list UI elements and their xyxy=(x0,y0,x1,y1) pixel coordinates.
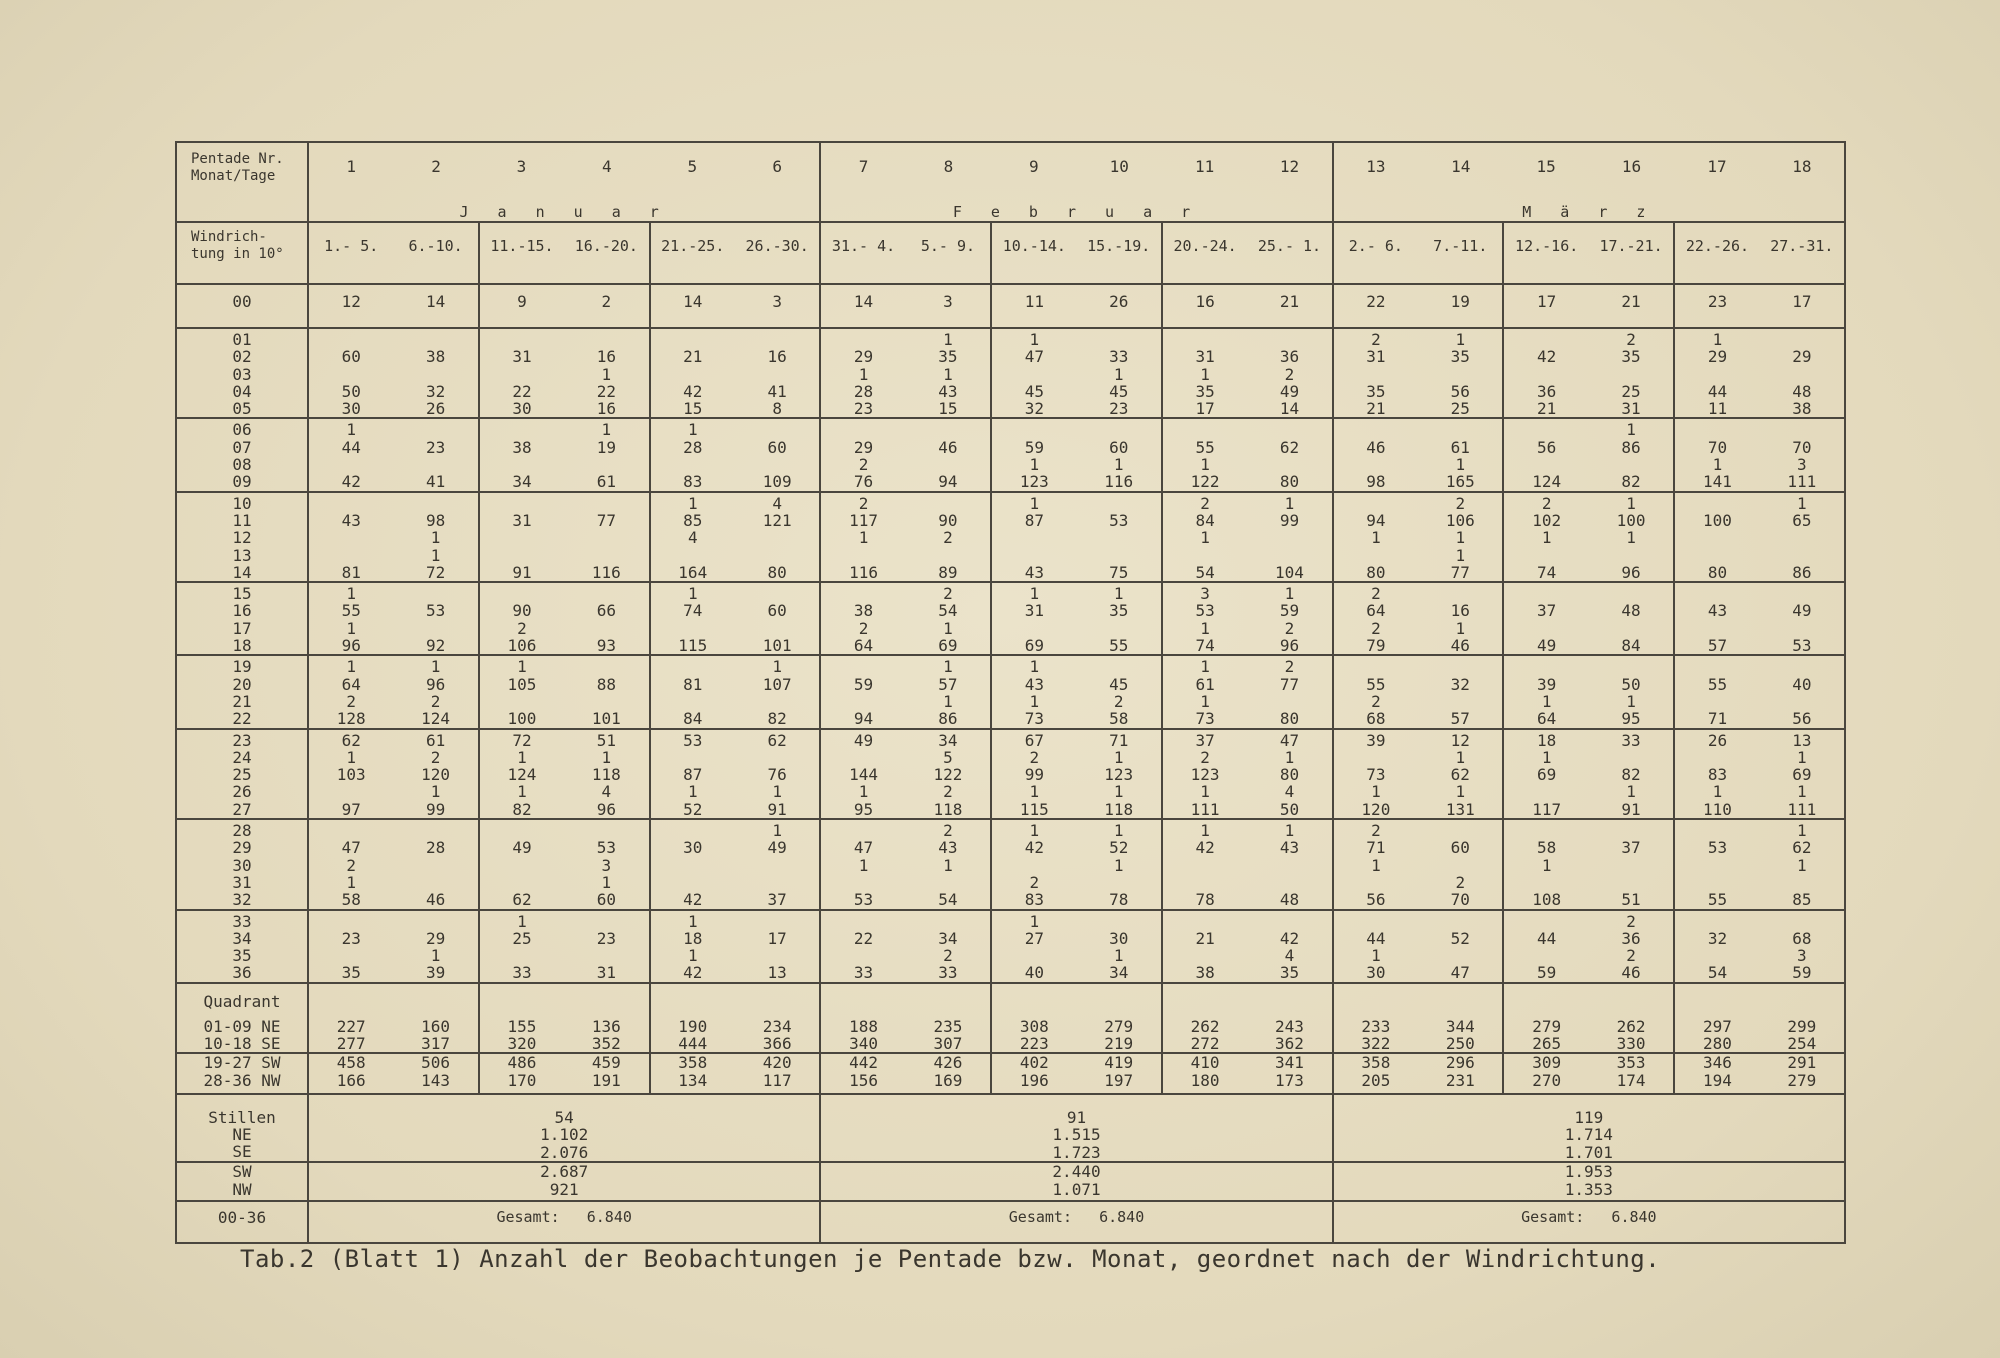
cell-group: 2 117 1 116 xyxy=(820,492,905,582)
quadrant-cell: 296 231 xyxy=(1418,1053,1503,1094)
total-cell: Gesamt: 6.840 xyxy=(820,1201,1332,1243)
quadrant-cell: 341 173 xyxy=(1247,1053,1332,1094)
cell-group: 1 47 45 32 xyxy=(991,328,1076,418)
quadrant-cell: 262 272 xyxy=(1162,1018,1247,1054)
cell-group: 43 81 xyxy=(308,492,393,582)
cell-group: 23 31 xyxy=(564,910,649,983)
cell-group: 1 31 69 xyxy=(991,582,1076,655)
direction-labels: 19 20 21 22 xyxy=(176,655,308,728)
cell-group: 72 1 124 1 82 xyxy=(479,729,564,819)
cell-group: 38 34 xyxy=(479,418,564,491)
cell-00: 14 xyxy=(650,284,735,328)
quadrant-cell: 188 340 xyxy=(820,1018,905,1054)
cell-00: 21 xyxy=(1589,284,1674,328)
quadrant-cell: 426 169 xyxy=(906,1053,991,1094)
cell-group: 100 80 xyxy=(1674,492,1759,582)
cell-00: 16 xyxy=(1162,284,1247,328)
cell-group: 1 65 86 xyxy=(1760,492,1845,582)
cell-group: 90 2 106 xyxy=(479,582,564,655)
direction-labels: 28 29 30 31 32 xyxy=(176,819,308,909)
cell-group: 1 85 4 164 xyxy=(650,492,735,582)
cell-group: 61 1 165 xyxy=(1418,418,1503,491)
cell-group: 17 13 xyxy=(735,910,820,983)
total-cell: Gesamt: 6.840 xyxy=(1333,1201,1845,1243)
cell-00: 17 xyxy=(1503,284,1588,328)
cell-group: 12 1 62 1 131 xyxy=(1418,729,1503,819)
cell-group: 42 4 35 xyxy=(1247,910,1332,983)
cell-group: 2 43 1 54 xyxy=(906,819,991,909)
cell-group: 1 61 1 73 xyxy=(1162,655,1247,728)
cell-group: 36 2 49 14 xyxy=(1247,328,1332,418)
quadrant-cell: 279 219 xyxy=(1077,1018,1162,1054)
pentade-dates: 26.-30. xyxy=(735,222,820,284)
quadrant-cell: 486 170 xyxy=(479,1053,564,1094)
cell-group: 30 1 34 xyxy=(1077,910,1162,983)
quadrant-cell: 420 117 xyxy=(735,1053,820,1094)
cell-group: 16 1 46 xyxy=(1418,582,1503,655)
pentade-number: 10 xyxy=(1077,142,1162,203)
cell-group: 42 36 21 xyxy=(1503,328,1588,418)
pentade-number: 2 xyxy=(393,142,478,203)
cell-group: 51 1 118 4 96 xyxy=(564,729,649,819)
cell-00: 19 xyxy=(1418,284,1503,328)
cell-00: 21 xyxy=(1247,284,1332,328)
total-cell: Gesamt: 6.840 xyxy=(308,1201,820,1243)
cell-group: 16 41 8 xyxy=(735,328,820,418)
cell-group: 30 42 xyxy=(650,819,735,909)
cell-00: 14 xyxy=(820,284,905,328)
cell-group: 60 109 xyxy=(735,418,820,491)
cell-group: 21 42 15 xyxy=(650,328,735,418)
cell-group: 1 25 33 xyxy=(479,910,564,983)
cell-group: 59 1 123 xyxy=(991,418,1076,491)
cell-group: 1 27 40 xyxy=(991,910,1076,983)
cell-group: 53 92 xyxy=(393,582,478,655)
cell-group: 49 144 1 95 xyxy=(820,729,905,819)
cell-group: 98 1 1 72 xyxy=(393,492,478,582)
cell-00: 3 xyxy=(735,284,820,328)
cell-group: 1 64 2 128 xyxy=(308,655,393,728)
cell-group: 46 94 xyxy=(906,418,991,491)
cell-group: 32 54 xyxy=(1674,910,1759,983)
cell-group: 1 19 61 xyxy=(564,418,649,491)
cell-group: 2 77 80 xyxy=(1247,655,1332,728)
pentade-number: 3 xyxy=(479,142,564,203)
cell-group: 1 35 1 43 15 xyxy=(906,328,991,418)
cell-00: 26 xyxy=(1077,284,1162,328)
quadrant-cell: 190 444 xyxy=(650,1018,735,1054)
quadrant-cell: 353 174 xyxy=(1589,1053,1674,1094)
pentade-number: 12 xyxy=(1247,142,1332,203)
cell-group: 1 43 48 xyxy=(1247,819,1332,909)
quadrant-cell: 344 250 xyxy=(1418,1018,1503,1054)
quadrant-cell: 243 362 xyxy=(1247,1018,1332,1054)
cell-group: 2 35 25 31 xyxy=(1589,328,1674,418)
quadrant-cell: 346 194 xyxy=(1674,1053,1759,1094)
cell-group: 16 1 22 16 xyxy=(564,328,649,418)
pentade-dates: 16.-20. xyxy=(564,222,649,284)
cell-group: 34 2 33 xyxy=(906,910,991,983)
cell-group: 13 1 69 1 111 xyxy=(1760,729,1845,819)
cell-group: 1 18 1 42 xyxy=(650,910,735,983)
direction-labels: 23 24 25 26 27 xyxy=(176,729,308,819)
cell-group: 55 2 68 xyxy=(1333,655,1418,728)
total-label: 00-36 xyxy=(176,1201,308,1243)
cell-00: 22 xyxy=(1333,284,1418,328)
cell-group: 31 91 xyxy=(479,492,564,582)
monthly-cell: 2.440 1.071 xyxy=(820,1162,1332,1201)
quadrant-cell: 419 197 xyxy=(1077,1053,1162,1094)
pentade-dates: 27.-31. xyxy=(1760,222,1845,284)
pentade-number: 6 xyxy=(735,142,820,203)
cell-group: 32 57 xyxy=(1418,655,1503,728)
monthly-cell: 119 1.714 1.701 xyxy=(1333,1109,1845,1163)
cell-00: 12 xyxy=(308,284,393,328)
cell-group: 50 1 95 xyxy=(1589,655,1674,728)
pentade-dates: 2.- 6. xyxy=(1333,222,1418,284)
pentade-dates: 31.- 4. xyxy=(820,222,905,284)
quadrant-cell: 227 277 xyxy=(308,1018,393,1054)
cell-group: 62 76 1 91 xyxy=(735,729,820,819)
cell-00: 2 xyxy=(564,284,649,328)
cell-group: 29 1 39 xyxy=(393,910,478,983)
cell-group: 2 54 1 69 xyxy=(906,582,991,655)
cell-00: 9 xyxy=(479,284,564,328)
cell-group: 22 33 xyxy=(820,910,905,983)
pentade-dates: 11.-15. xyxy=(479,222,564,284)
cell-group: 4 121 80 xyxy=(735,492,820,582)
cell-group: 1 96 2 124 xyxy=(393,655,478,728)
pentade-dates: 12.-16. xyxy=(1503,222,1588,284)
cell-group: 1 62 1 85 xyxy=(1760,819,1845,909)
pentade-number: 18 xyxy=(1760,142,1845,203)
cell-group: 34 5 122 2 118 xyxy=(906,729,991,819)
cell-group: 2 31 35 21 xyxy=(1333,328,1418,418)
cell-group: 39 1 64 xyxy=(1503,655,1588,728)
cell-group: 55 1 122 xyxy=(1162,418,1247,491)
cell-group: 39 73 1 120 xyxy=(1333,729,1418,819)
cell-group: 53 55 xyxy=(1674,819,1759,909)
quadrant-cell: 402 196 xyxy=(991,1053,1076,1094)
quadrant-title: Quadrant xyxy=(176,983,308,1018)
cell-group: 29 1 28 23 xyxy=(820,328,905,418)
cell-group: 53 87 1 52 xyxy=(650,729,735,819)
cell-group: 2 64 2 79 xyxy=(1333,582,1418,655)
quadrant-cell: 262 330 xyxy=(1589,1018,1674,1054)
cell-group: 1 42 2 83 xyxy=(991,819,1076,909)
cell-group: 52 47 xyxy=(1418,910,1503,983)
direction-labels: 06 07 08 09 xyxy=(176,418,308,491)
cell-group: 49 62 xyxy=(479,819,564,909)
cell-group: 94 1 80 xyxy=(1333,492,1418,582)
cell-group: 2 102 1 74 xyxy=(1503,492,1588,582)
cell-group: 38 32 26 xyxy=(393,328,478,418)
cell-group: 90 2 89 xyxy=(906,492,991,582)
pentade-number: 13 xyxy=(1333,142,1418,203)
cell-group: 70 3 111 xyxy=(1760,418,1845,491)
quadrant-cell: 442 156 xyxy=(820,1053,905,1094)
quadrant-cell: 160 317 xyxy=(393,1018,478,1054)
cell-group: 37 49 xyxy=(1503,582,1588,655)
cell-group: 33 1 45 23 xyxy=(1077,328,1162,418)
cell-group: 53 3 1 60 xyxy=(564,819,649,909)
monthly-labels: Stillen NE SE xyxy=(176,1109,308,1163)
cell-group: 45 2 58 xyxy=(1077,655,1162,728)
cell-group: 44 1 30 xyxy=(1333,910,1418,983)
cell-group: 48 84 xyxy=(1589,582,1674,655)
cell-group: 18 1 69 117 xyxy=(1503,729,1588,819)
cell-group: 47 1 80 4 50 xyxy=(1247,729,1332,819)
cell-group: 67 2 99 1 115 xyxy=(991,729,1076,819)
quadrant-cell: 308 223 xyxy=(991,1018,1076,1054)
cell-group: 1 43 1 73 xyxy=(991,655,1076,728)
quadrant-cell: 358 134 xyxy=(650,1053,735,1094)
pentade-number: 1 xyxy=(308,142,393,203)
quadrant-cell: 506 143 xyxy=(393,1053,478,1094)
cell-group: 1 42 78 xyxy=(1162,819,1247,909)
direction-labels: 01 02 03 04 05 xyxy=(176,328,308,418)
quadrant-cell: 458 166 xyxy=(308,1053,393,1094)
cell-group: 55 71 xyxy=(1674,655,1759,728)
cell-00: 14 xyxy=(393,284,478,328)
cell-group: 37 51 xyxy=(1589,819,1674,909)
cell-group: 1 52 1 78 xyxy=(1077,819,1162,909)
cell-group: 1 59 2 96 xyxy=(1247,582,1332,655)
cell-group: 2 84 1 54 xyxy=(1162,492,1247,582)
pentade-number: 15 xyxy=(1503,142,1588,203)
cell-group: 21 38 xyxy=(1162,910,1247,983)
quadrant-cell: 459 191 xyxy=(564,1053,649,1094)
cell-group: 2 36 2 46 xyxy=(1589,910,1674,983)
cell-group: 62 1 103 97 xyxy=(308,729,393,819)
cell-group: 47 2 1 58 xyxy=(308,819,393,909)
cell-group: 28 46 xyxy=(393,819,478,909)
cell-group: 53 75 xyxy=(1077,492,1162,582)
pentade-dates: 5.- 9. xyxy=(906,222,991,284)
wind-observation-table xyxy=(175,141,1846,1244)
cell-group: 49 53 xyxy=(1760,582,1845,655)
direction-labels: 33 34 35 36 xyxy=(176,910,308,983)
cell-group: 60 101 xyxy=(735,582,820,655)
quadrant-cell: 235 307 xyxy=(906,1018,991,1054)
monthly-cell: 2.687 921 xyxy=(308,1162,820,1201)
cell-group: 29 2 76 xyxy=(820,418,905,491)
quadrant-cell: 233 322 xyxy=(1333,1018,1418,1054)
cell-group: 61 2 120 1 99 xyxy=(393,729,478,819)
cell-group: 2 71 1 56 xyxy=(1333,819,1418,909)
cell-group: 58 1 108 xyxy=(1503,819,1588,909)
pentade-number: 11 xyxy=(1162,142,1247,203)
pentade-dates: 25.- 1. xyxy=(1247,222,1332,284)
cell-group: 2 106 1 1 77 xyxy=(1418,492,1503,582)
pentade-label: Pentade Nr. Monat/Tage xyxy=(176,142,308,203)
pentade-dates: 20.-24. xyxy=(1162,222,1247,284)
cell-group: 81 84 xyxy=(650,655,735,728)
quadrant-cell: 299 254 xyxy=(1760,1018,1845,1054)
pentade-number: 16 xyxy=(1589,142,1674,203)
cell-group: 44 59 xyxy=(1503,910,1588,983)
month-label: M ä r z xyxy=(1333,203,1845,222)
pentade-number: 4 xyxy=(564,142,649,203)
quadrant-labels: 01-09 NE 10-18 SE xyxy=(176,1018,308,1054)
pentade-dates: 15.-19. xyxy=(1077,222,1162,284)
cell-group: 40 56 xyxy=(1760,655,1845,728)
cell-group: 60 1 116 xyxy=(1077,418,1162,491)
cell-group: 1 74 115 xyxy=(650,582,735,655)
pentade-number: 8 xyxy=(906,142,991,203)
direction-labels: 10 11 12 13 14 xyxy=(176,492,308,582)
quadrant-cell: 358 205 xyxy=(1333,1053,1418,1094)
cell-group: 71 1 123 1 118 xyxy=(1077,729,1162,819)
cell-00: 17 xyxy=(1760,284,1845,328)
pentade-dates: 1.- 5. xyxy=(308,222,393,284)
cell-group: 1 87 43 xyxy=(991,492,1076,582)
cell-group: 66 93 xyxy=(564,582,649,655)
quadrant-cell: 309 270 xyxy=(1503,1053,1588,1094)
cell-group: 29 48 38 xyxy=(1760,328,1845,418)
cell-group: 1 100 1 96 xyxy=(1589,492,1674,582)
cell-group: 1 49 37 xyxy=(735,819,820,909)
monthly-cell: 54 1.102 2.076 xyxy=(308,1109,820,1163)
quadrant-cell: 291 279 xyxy=(1760,1053,1845,1094)
quadrant-labels: 19-27 SW 28-36 NW xyxy=(176,1053,308,1094)
pentade-number: 9 xyxy=(991,142,1076,203)
cell-group: 47 1 53 xyxy=(820,819,905,909)
cell-00: 23 xyxy=(1674,284,1759,328)
pentade-dates: 21.-25. xyxy=(650,222,735,284)
quadrant-cell: 136 352 xyxy=(564,1018,649,1054)
cell-group: 56 124 xyxy=(1503,418,1588,491)
cell-group: 1 55 1 96 xyxy=(308,582,393,655)
quadrant-cell: 234 366 xyxy=(735,1018,820,1054)
pentade-dates: 17.-21. xyxy=(1589,222,1674,284)
quadrant-cell: 279 265 xyxy=(1503,1018,1588,1054)
cell-group: 26 83 1 110 xyxy=(1674,729,1759,819)
cell-group: 1 105 100 xyxy=(479,655,564,728)
monthly-cell: 91 1.515 1.723 xyxy=(820,1109,1332,1163)
cell-group: 1 28 83 xyxy=(650,418,735,491)
cell-group: 60 50 30 xyxy=(308,328,393,418)
cell-group: 62 80 xyxy=(1247,418,1332,491)
quadrant-cell: 410 180 xyxy=(1162,1053,1247,1094)
cell-group: 59 94 xyxy=(820,655,905,728)
cell-group: 77 116 xyxy=(564,492,649,582)
table-caption: Tab.2 (Blatt 1) Anzahl der Beobachtungen je Pentade bzw. Monat, geordnet nach der Windrichtung. xyxy=(240,1245,1661,1273)
cell-group: 33 82 1 91 xyxy=(1589,729,1674,819)
cell-group: 37 2 123 1 111 xyxy=(1162,729,1247,819)
pentade-number: 7 xyxy=(820,142,905,203)
cell-00: 3 xyxy=(906,284,991,328)
cell-group: 1 44 42 xyxy=(308,418,393,491)
pentade-number: 5 xyxy=(650,142,735,203)
pentade-dates: 10.-14. xyxy=(991,222,1076,284)
cell-group: 46 98 xyxy=(1333,418,1418,491)
pentade-dates: 6.-10. xyxy=(393,222,478,284)
cell-group: 43 57 xyxy=(1674,582,1759,655)
month-label: F e b r u a r xyxy=(820,203,1332,222)
wind-direction-label: Windrich- tung in 10° xyxy=(176,222,308,284)
direction-labels: 15 16 17 18 xyxy=(176,582,308,655)
quadrant-cell: 297 280 xyxy=(1674,1018,1759,1054)
cell-group: 60 2 70 xyxy=(1418,819,1503,909)
cell-group: 3 53 1 74 xyxy=(1162,582,1247,655)
cell-group: 1 29 44 11 xyxy=(1674,328,1759,418)
cell-group: 23 41 xyxy=(393,418,478,491)
cell-group: 68 3 59 xyxy=(1760,910,1845,983)
cell-00: 11 xyxy=(991,284,1076,328)
cell-group: 1 57 1 86 xyxy=(906,655,991,728)
direction-label: 00 xyxy=(176,284,308,328)
cell-group: 23 35 xyxy=(308,910,393,983)
quadrant-cell: 155 320 xyxy=(479,1018,564,1054)
cell-group: 1 107 82 xyxy=(735,655,820,728)
cell-group: 88 101 xyxy=(564,655,649,728)
cell-group: 1 86 82 xyxy=(1589,418,1674,491)
cell-group: 31 1 35 17 xyxy=(1162,328,1247,418)
pentade-dates: 7.-11. xyxy=(1418,222,1503,284)
cell-group: 38 2 64 xyxy=(820,582,905,655)
cell-group: 1 35 56 25 xyxy=(1418,328,1503,418)
monthly-cell: 1.953 1.353 xyxy=(1333,1162,1845,1201)
pentade-dates: 22.-26. xyxy=(1674,222,1759,284)
pentade-number: 14 xyxy=(1418,142,1503,203)
monthly-labels: SW NW xyxy=(176,1162,308,1201)
cell-group: 31 22 30 xyxy=(479,328,564,418)
pentade-number: 17 xyxy=(1674,142,1759,203)
month-label: J a n u a r xyxy=(308,203,820,222)
cell-group: 1 35 55 xyxy=(1077,582,1162,655)
cell-group: 1 99 104 xyxy=(1247,492,1332,582)
cell-group: 70 1 141 xyxy=(1674,418,1759,491)
